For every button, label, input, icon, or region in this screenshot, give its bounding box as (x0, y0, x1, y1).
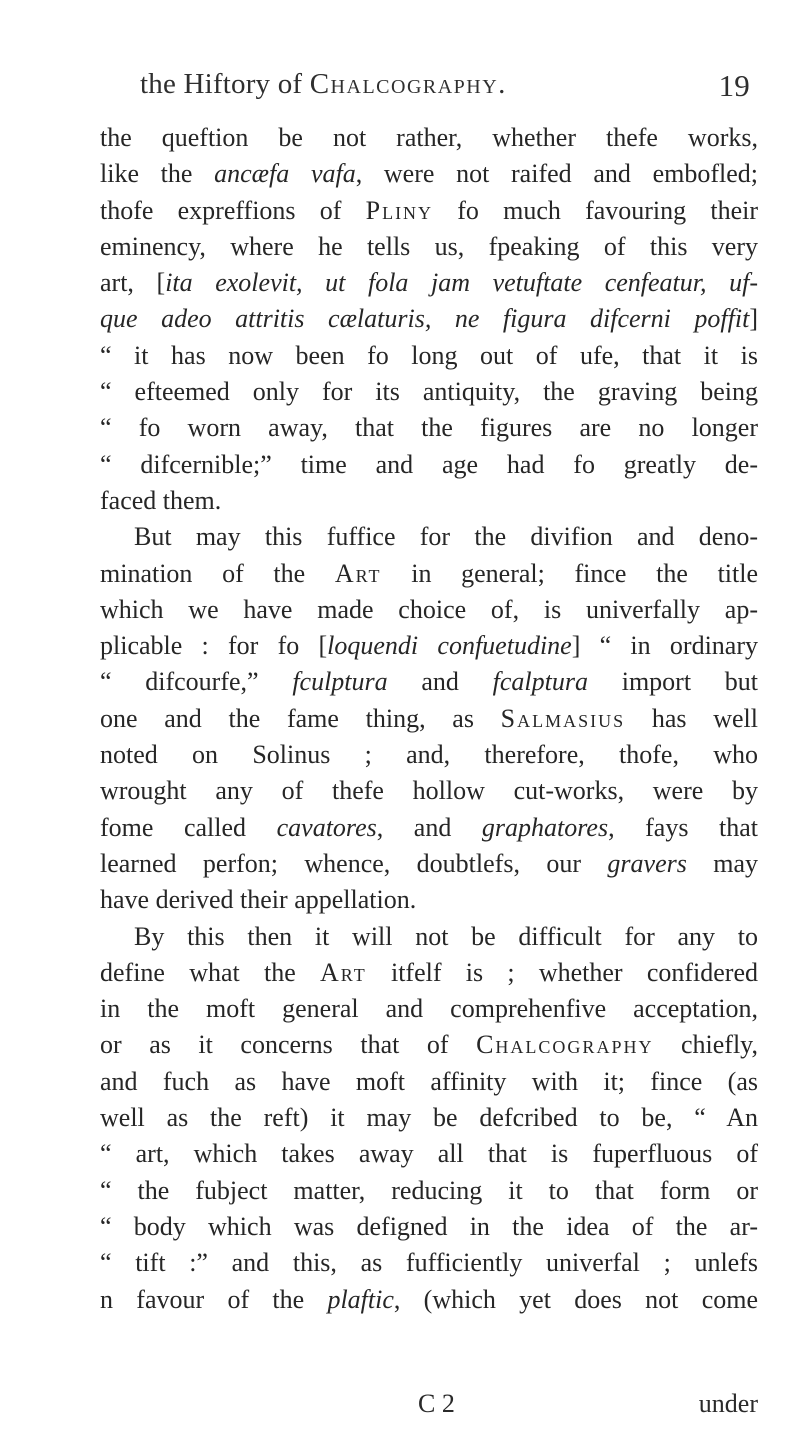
text-line: wrought any of thefe hollow cut-works, were by (100, 776, 758, 806)
italic-phrase: ita exolevit, ut fola jam vetuftate cenfeatur, uf- (165, 268, 758, 298)
text-line: the queftion be not rather, whether thefe works, (100, 123, 758, 152)
running-title: the Hiftory of (140, 68, 303, 100)
text-line: fome called cavatores, and graphatores, fays that (100, 812, 758, 842)
running-title-caps: Chalcography. (309, 68, 507, 100)
text-line: “ body which was defigned in the idea of the ar- (100, 1211, 758, 1241)
text-line: “ efteemed only for its antiquity, the graving being (100, 377, 758, 407)
italic-phrase: cavatores (276, 812, 377, 842)
text-line: well as the reft) it may be defcribed to be, “ An (100, 1103, 758, 1133)
text-line: one and the fame thing, as Salmasius has well (100, 703, 758, 733)
small-caps-name: Salmasius (500, 703, 626, 733)
text-line: define what the Art itfelf is ; whether confidered (100, 957, 758, 987)
text-line: like the ancæfa vafa, were not raifed and embofled; (100, 159, 758, 189)
text-line: in the moft general and comprehenfive acceptation, (100, 994, 758, 1024)
text-line: que adeo attritis cælaturis, ne figura difcerni poffit] (100, 304, 758, 334)
italic-phrase: plaftic (327, 1284, 394, 1314)
text-line: By this then it will not be difficult for any to (134, 921, 758, 951)
text-line: noted on Solinus ; and, therefore, thofe, who (100, 740, 758, 770)
text-line: “ art, which takes away all that is fuperfluous of (100, 1139, 758, 1169)
text-line: “ tift :” and this, as fufficiently univerfal ; unlefs (100, 1248, 758, 1278)
text-line: learned perfon; whence, doubtlefs, our gravers may (100, 848, 759, 878)
text-line: “ difcernible;” time and age had fo greatly de- (100, 449, 758, 479)
catchword: under (698, 1389, 758, 1418)
running-head (140, 68, 750, 101)
text-line: But may this fuffice for the divifion and deno- (134, 522, 758, 552)
text-line: “ it has now been fo long out of ufe, that it is (100, 340, 758, 370)
text-line: “ difcourfe,” fculptura and fcalptura import but (100, 667, 759, 697)
small-caps-word: Art (334, 558, 382, 588)
small-caps-word: Art (320, 957, 367, 987)
text-line: and fuch as have moft affinity with it; fince (as (100, 1066, 758, 1096)
small-caps-name: Pliny (365, 195, 434, 225)
text-line: eminency, where he tells us, fpeaking of this very (100, 231, 758, 261)
text-line: “ fo worn away, that the figures are no longer (100, 413, 758, 443)
body-text (100, 120, 758, 1318)
text-line: or as it concerns that of Chalcography chiefly, (100, 1030, 758, 1060)
small-caps-word: Chalcography (476, 1030, 654, 1060)
italic-phrase: que adeo attritis cælaturis, ne figura difcerni poffit (100, 304, 750, 334)
text-line: mination of the Art in general; fince the title (100, 558, 759, 588)
signature-mark: C 2 (418, 1389, 455, 1418)
text-line: n favour of the plaftic, (which yet does not come (100, 1284, 758, 1314)
text-line: which we have made choice of, is univerfally ap- (100, 594, 758, 624)
italic-phrase: gravers (607, 848, 687, 878)
text-line: faced them. (100, 485, 222, 515)
text-line: thofe expreffions of Pliny fo much favouring their (100, 195, 758, 225)
italic-phrase: ancæfa vafa (214, 159, 356, 189)
italic-phrase: fculptura (292, 667, 388, 697)
italic-phrase: graphatores (481, 812, 609, 842)
page-number: 19 (718, 68, 750, 103)
text-line: “ the fubject matter, reducing it to that form or (100, 1175, 758, 1205)
italic-phrase: fcalptura (492, 667, 588, 697)
text-line: art, [ita exolevit, ut fola jam vetuftate cenfeatur, uf- (100, 268, 758, 298)
text-line: plicable : for fo [loquendi confuetudine] “ in ordinary (100, 631, 758, 661)
italic-phrase: loquendi confuetudine (327, 631, 572, 661)
text-line: have derived their appellation. (100, 885, 417, 915)
page-footer (100, 1386, 758, 1422)
